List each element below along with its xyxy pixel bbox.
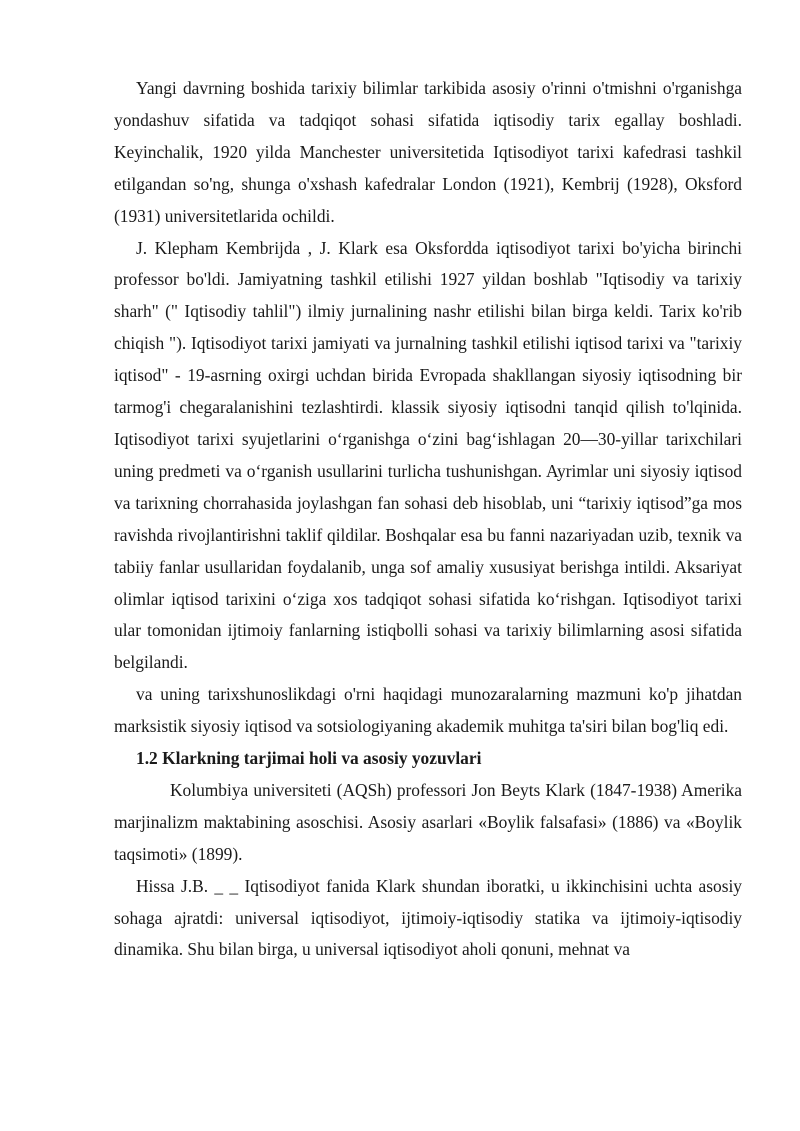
section-paragraph-1: Kolumbiya universiteti (AQSh) professori Jon Beyts Klark (1847-1938) Amerika marjinalizm maktabining asoschisi. Asosiy asarlari «Boylik falsafasi» (1886) va «Boylik taqsimoti» (1899). — [114, 779, 742, 864]
section-heading: 1.2 Klarkning tarjimai holi va asosiy yozuvlari — [136, 748, 482, 769]
section-paragraph-2: Hissa J.B. _ _ Iqtisodiyot fanida Klark shundan iboratki, u ikkinchisini uchta asosiy sohaga ajratdi: universal iqtisodiyot, ijtimoiy-iqtisodiy statika va ijtimoiy-iqtisodiy dinamika. Shu bilan birga, u universal iqtisodiyot aholi qonuni, mehnat va — [114, 875, 742, 960]
document-body — [114, 73, 742, 966]
paragraph-3: va uning tarixshunoslikdagi o'rni haqidagi munozaralarning mazmuni ko'p jihatdan marksistik siyosiy iqtisod va sotsiologiyaning akademik muhitga ta'siri bilan bog'liq edi. — [114, 684, 742, 737]
paragraph-2: J. Klepham Kembrijda , J. Klark esa Oksfordda iqtisodiyot tarixi bo'yicha birinchi professor bo'ldi. Jamiyatning tashkil etilishi 1927 yildan boshlab "Iqtisodiy va tarixiy sharh" (" Iqtisodiy tahlil") ilmiy jurnalining nashr etilishi bilan birga keldi. Tarix ko'rib chiqish "). Iqtisodiyot tarixi jamiyati va jurnalning tashkil etilishi iqtisod tarixi va "tarixiy iqtisod" - 19-asrning oxirgi uchdan birida Evropada shakllangan siyosiy iqtisodning bir tarmog'i chegaralanishini tezlashtirdi. klassik siyosiy iqtisodni tanqid qilish to'lqinida. Iqtisodiyot tarixi syujetlarini o‘rganishga o‘zini bag‘ishlagan 20—30-yillar tarixchilari uning predmeti va o‘rganish usullarini turlicha tushunishgan. Ayrimlar uni siyosiy iqtisod va tarixning chorrahasida joylashgan fan sohasi deb hisoblab, uni “tarixiy iqtisod”ga mos ravishda rivojlantirishni taklif qildilar. Boshqalar esa bu fanni nazariyadan uzib, texnik va tabiiy fanlar usullaridan foydalanib, unga sof amaliy xususiyat berishga intildi. Aksariyat olimlar iqtisod tarixini o‘ziga xos tadqiqot sohasi sifatida ko‘rishgan. Iqtisodiyot tarixi ular tomonidan ijtimoiy fanlarning istiqbolli sohasi va tarixiy bilimlarning asosi sifatida belgilandi. — [114, 237, 742, 673]
paragraph-1: Yangi davrning boshida tarixiy bilimlar tarkibida asosiy o'rinni o'tmishni o'rganishga yondashuv sifatida va tadqiqot sohasi sifatida iqtisodiy tarix egallay boshladi. Keyinchalik, 1920 yilda Manchester universitetida Iqtisodiyot tarixi kafedrasi tashkil etilgandan so'ng, shunga o'xshash kafedralar London (1921), Kembrij (1928), Oksford (1931) universitetlarida ochildi. — [114, 78, 742, 226]
